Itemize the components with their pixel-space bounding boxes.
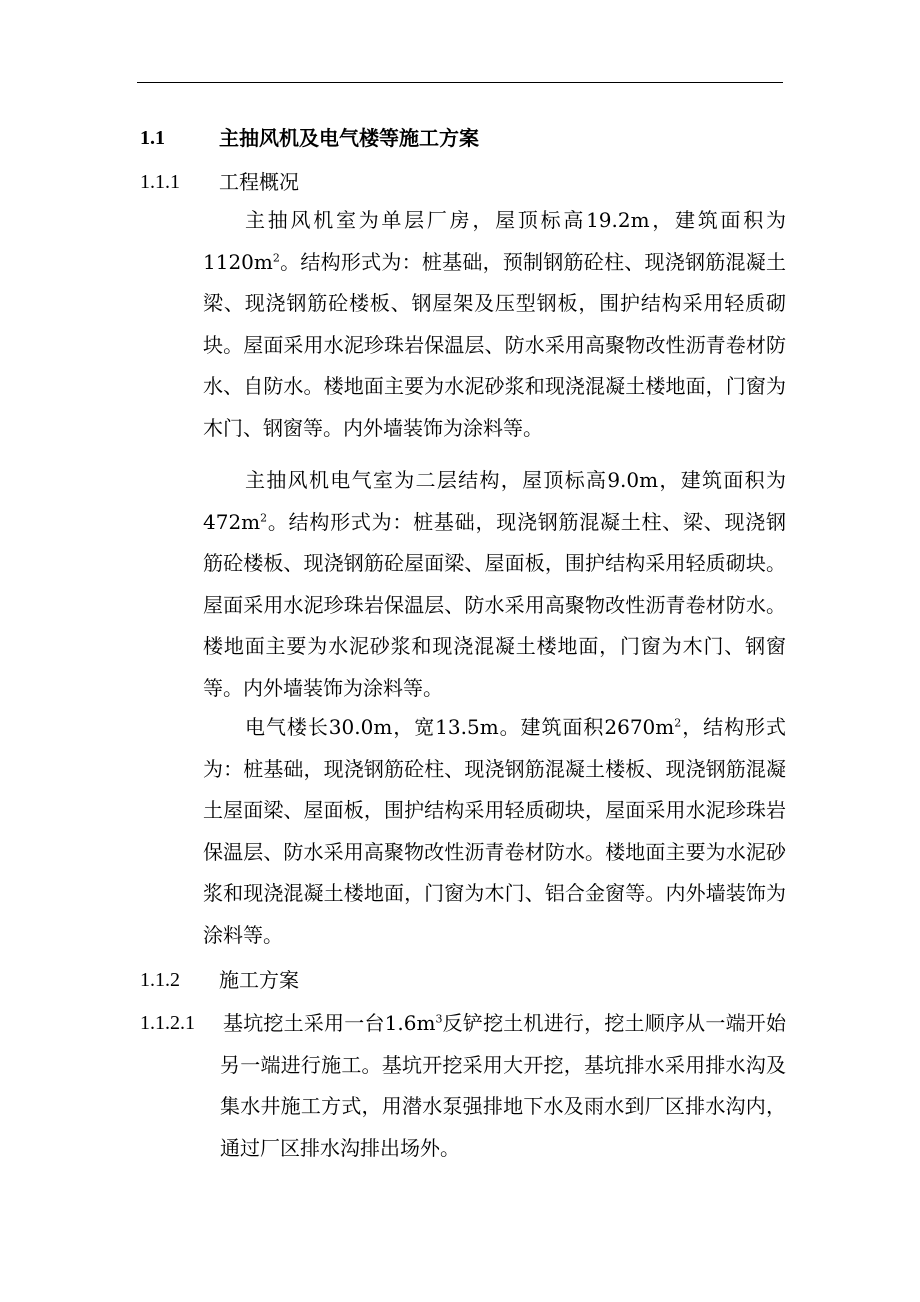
- header-rule: [137, 82, 783, 83]
- item-text-part: 反铲挖土机进行，挖土顺序从一端开始另一端进行施工。基坑开挖采用大开挖，基坑排水采用排水沟及集水井施工方式，用潜水泵强排地下水及雨水到厂区排水沟内，通过厂区排水沟排出场外。: [220, 1011, 787, 1160]
- section-title: 主抽风机及电气楼等施工方案: [219, 126, 479, 150]
- superscript: 3: [435, 1012, 443, 1026]
- paragraph-electrical-building: [203, 707, 786, 956]
- paragraph-text: ，结构形式为：桩基础，现浇钢筋砼柱、现浇钢筋混凝土楼板、现浇钢筋混凝土屋面梁、屋面板，围护结构采用轻质砌块，屋面采用水泥珍珠岩保温层、防水采用高聚物改性沥青卷材防水。楼地面主要为水泥砂浆和现浇混凝土楼地面，门窗为木门、铝合金窗等。内外墙装饰为涂料等。: [203, 715, 787, 947]
- section-number: 1.1.1: [140, 171, 180, 193]
- section-title: 工程概况: [219, 170, 299, 194]
- superscript: 2: [674, 716, 682, 730]
- paragraph-main-fan-room: [203, 200, 786, 449]
- paragraph-text: 主抽风机电气室为二层结构，屋顶标高9.0m，建筑面积为472m: [203, 468, 786, 534]
- superscript: 2: [260, 510, 268, 524]
- item-text-part: 基坑挖土采用一台1.6m: [223, 1011, 436, 1035]
- paragraph-text: 。结构形式为：桩基础，预制钢筋砼柱、现浇钢筋混凝土梁、现浇钢筋砼楼板、钢屋架及压型钢板，围护结构采用轻质砌块。屋面采用水泥珍珠岩保温层、防水采用高聚物改性沥青卷材防水、自防水。楼地面主要为水泥砂浆和现浇混凝土楼地面，门窗为木门、钢窗等。内外墙装饰为涂料等。: [203, 249, 786, 440]
- paragraph-text: 电气楼长30.0m，宽13.5m。建筑面积2670m: [245, 715, 675, 739]
- section-title: 施工方案: [219, 968, 299, 992]
- item-number: 1.1.2.1: [140, 1012, 195, 1034]
- numbered-item-1-1-2-1: [140, 1003, 786, 1173]
- paragraph-text: 主抽风机室为单层厂房，屋顶标高19.2m，建筑面积为1120m: [203, 208, 786, 274]
- paragraph-fan-electrical-room: [203, 460, 786, 709]
- item-text: [220, 1003, 786, 1169]
- superscript: 2: [272, 250, 280, 264]
- section-number: 1.1.2: [140, 969, 180, 991]
- section-number: 1.1: [140, 127, 165, 149]
- paragraph-text: 。结构形式为：桩基础，现浇钢筋混凝土柱、梁、现浇钢筋砼楼板、现浇钢筋砼屋面梁、屋面板，围护结构采用轻质砌块。屋面采用水泥珍珠岩保温层、防水采用高聚物改性沥青卷材防水。楼地面主要为水泥砂浆和现浇混凝土楼地面，门窗为木门、钢窗等。内外墙装饰为涂料等。: [203, 509, 786, 700]
